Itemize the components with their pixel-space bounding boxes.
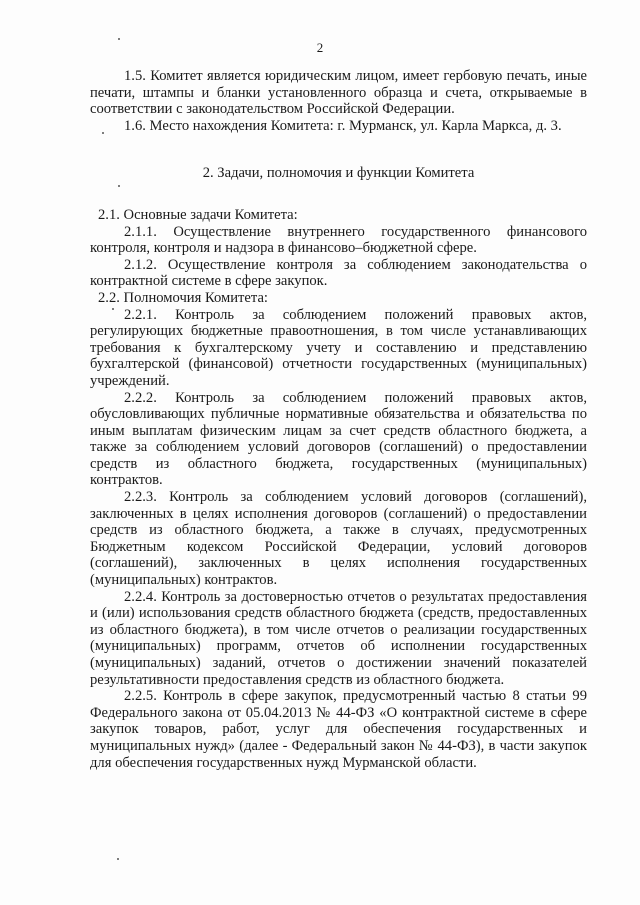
scan-speck [117,858,119,860]
paragraph-2-2-3: 2.2.3. Контроль за соблюдением условий договоров (соглашений), заключенных в целях исполнения договоров (соглашений) о предоставлении средств из областного бюджета, а также в случаях, предусмотренных Бюджетным кодексом Российской Федерации, условий договоров (соглашений), заключенных в целях исполнения государственных (муниципальных) контрактов. [90,489,587,589]
paragraph-2-1-2: 2.1.2. Осуществление контроля за соблюдением законодательства о контрактной системе в сфере закупок. [90,256,587,290]
paragraph-2-1: 2.1. Основные задачи Комитета: [98,206,298,223]
paragraph-1-6: 1.6. Место нахождения Комитета: г. Мурманск, ул. Карла Маркса, д. 3. [124,117,562,134]
paragraph-2-1-1: 2.1.1. Осуществление внутреннего государственного финансового контроля, контроля и надзора в финансово–бюджетной сфере. [90,223,587,257]
document-body [90,68,587,771]
paragraph-2-2-1: 2.2.1. Контроль за соблюдением положений правовых актов, регулирующих бюджетные правоотношения, в том числе устанавливающих требования к бухгалтерскому учету и составлению и представлению бухгалтерской (финансовой) отчетности государственных (муниципальных) учреждений. [90,306,587,389]
section-heading-2: 2. Задачи, полномочия и функции Комитета [202,165,475,182]
paragraph-1-5: 1.5. Комитет является юридическим лицом, имеет гербовую печать, иные печати, штампы и бланки установленного образца и счета, открываемые в соответствии с законодательством Российской Федерации. [90,68,587,118]
paragraph-2-2: 2.2. Полномочия Комитета: [98,289,268,306]
paragraph-2-2-4: 2.2.4. Контроль за достоверностью отчетов о результатах предоставления и (или) использования средств областного бюджета (средств, предоставленных из областного бюджета), в том числе отчетов о реализации государственных (муниципальных) программ, отчетов об исполнении государственных (муниципальных) заданий, отчетов о достижении значений показателей результативности предоставления средств из областного бюджета. [90,588,587,688]
paragraph-2-2-5: 2.2.5. Контроль в сфере закупок, предусмотренный частью 8 статьи 99 Федерального закона от 05.04.2013 № 44-ФЗ «О контрактной системе в сфере закупок товаров, работ, услуг для обеспечения государственных и муниципальных нужд» (далее - Федеральный закон № 44-ФЗ), в части закупок для обеспечения государственных нужд Мурманской области. [90,688,587,771]
page-number: 2 [316,40,324,55]
paragraph-2-2-2: 2.2.2. Контроль за соблюдением положений правовых актов, обусловливающих публичные нормативные обязательства и обязательства по иным выплатам физическим лицам за счет средств областного бюджета, а также за соблюдением условий договоров (соглашений) о предоставлении средств из областного бюджета, государственных (муниципальных) контрактов. [90,389,587,489]
scan-speck [112,308,114,310]
scan-speck [118,185,120,187]
scan-speck [102,132,104,134]
scan-speck [118,38,120,40]
